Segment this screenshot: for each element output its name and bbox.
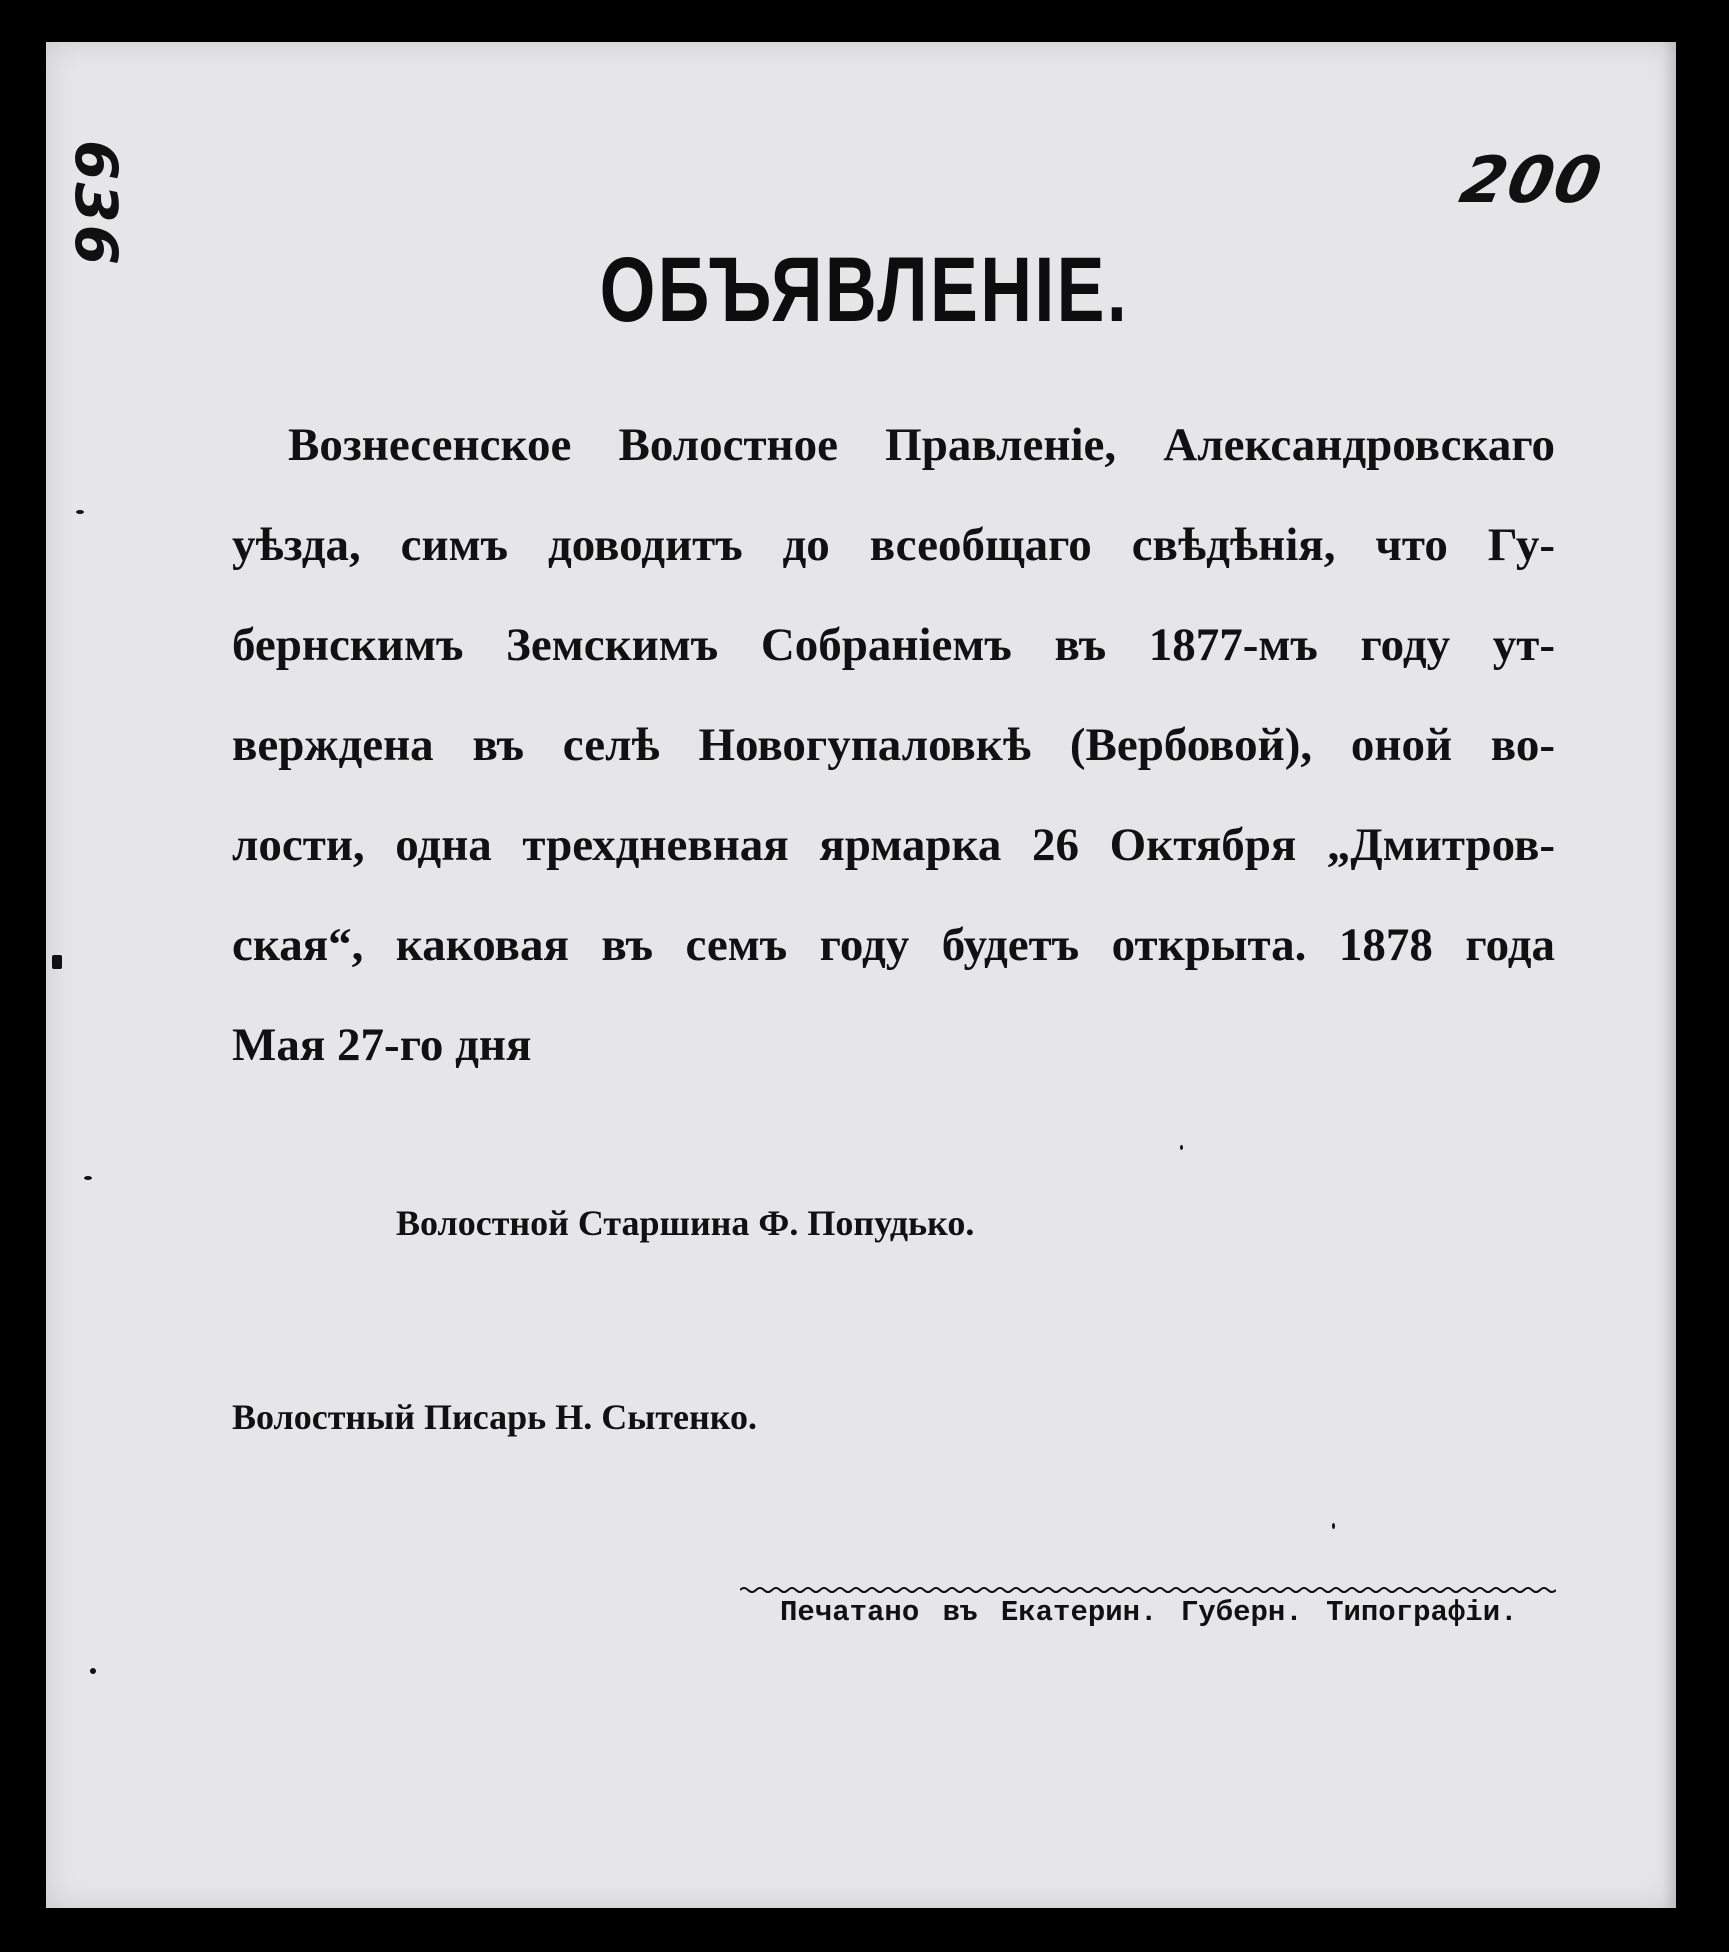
margin-mark [76, 510, 84, 514]
body-line: Мая 27-го дня [232, 1019, 532, 1071]
handwritten-page-number-right: 200 [1454, 144, 1610, 218]
margin-mark [1180, 1145, 1183, 1150]
margin-mark [84, 1176, 92, 1180]
handwritten-page-number-left: 636 [62, 140, 130, 268]
body-line: бернскимъ Земскимъ Собраніемъ въ 1877-мъ году ут- [232, 619, 1555, 671]
body-line: лости, одна трехдневная ярмарка 26 Октября „Дмитров- [232, 819, 1555, 871]
body-line: верждена въ селѣ Новогупаловкѣ (Вербовой), оной во- [232, 719, 1555, 771]
signature-village-elder: Волостной Старшина Ф. Попудько. [396, 1203, 975, 1243]
document-title: ОБЪЯВЛЕНІЕ. [599, 239, 1130, 341]
body-line: уѣзда, симъ доводитъ до всеобщаго свѣдѣнія, что Гу- [232, 519, 1555, 571]
body-line: ская“, каковая въ семъ году будетъ открыта. 1878 года [232, 919, 1555, 971]
margin-mark [1332, 1523, 1335, 1529]
margin-mark [90, 1668, 96, 1674]
signature-village-clerk: Волостный Писарь Н. Сытенко. [232, 1397, 757, 1437]
margin-mark [52, 955, 62, 969]
body-line: Вознесенское Волостное Правленіе, Александровскаго [288, 419, 1555, 471]
announcement-body [232, 395, 1555, 1095]
wavy-divider-rule [740, 1586, 1556, 1594]
printer-imprint: Печатано въ Екатерин. Губерн. Типографіи. [780, 1596, 1518, 1629]
